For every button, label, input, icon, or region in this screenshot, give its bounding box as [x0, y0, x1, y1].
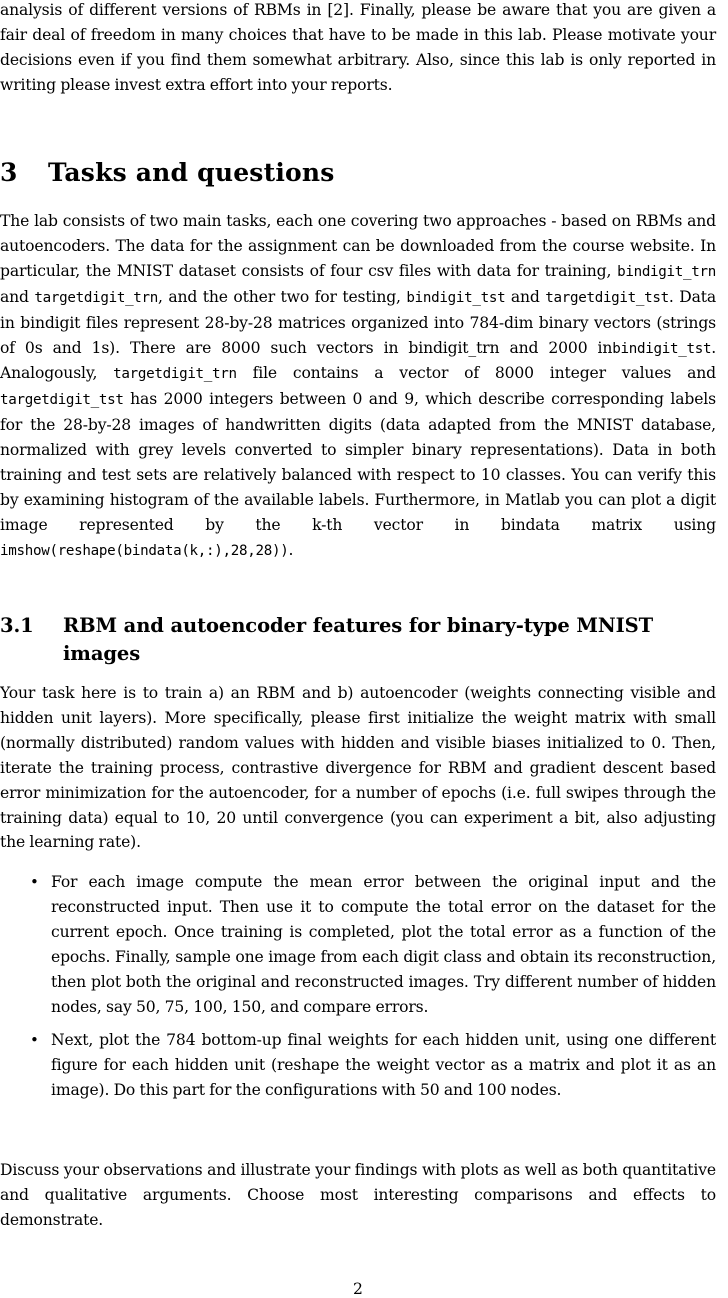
code-term: targetdigit_tst	[545, 289, 669, 306]
code-term: bindigit_tst	[406, 289, 506, 306]
section-title: Tasks and questions	[48, 158, 335, 187]
code-term: bindigit_tst	[612, 340, 712, 357]
paragraph-text: has 2000 integers between 0 and 9, which describe corresponding labels for the 28-by-28 images of handwritten digits (data adapted from the MNIST database, normalized with grey levels converted to simpler binary representations). Data in both training and test sets are relatively balanced with respect to 10 classes. You can verify this by examining histogram of the available labels. Furthermore, in Matlab you can plot a digit image represented by the k-th vector in bindata matrix using	[0, 390, 716, 534]
paragraph-text: .	[288, 540, 294, 559]
list-item	[0, 870, 716, 1019]
page-number: 2	[353, 1280, 363, 1298]
closing-paragraph: Discuss your observations and illustrate your findings with plots as well as both quantitative and qualitative arguments. Choose most interesting comparisons and effects to demonstrate.	[0, 1161, 716, 1229]
bullet-icon: •	[30, 873, 39, 891]
code-term: targetdigit_trn	[34, 289, 159, 306]
section-paragraph	[0, 209, 716, 564]
paragraph-text: . Analogously,	[0, 338, 716, 383]
bullet-list	[0, 870, 716, 1103]
section-number: 3	[0, 158, 18, 187]
code-term: bindigit_trn	[617, 263, 716, 280]
paragraph-text: and	[0, 287, 35, 306]
paragraph-text: file contains a vector of 8000 integer values and	[236, 364, 716, 383]
list-item	[0, 1028, 716, 1103]
paragraph-text: . Data in bindigit files represent 28-by-28 matrices organized into 784-dim binary vectors (strings of 0s and 1s). There are 8000 such vectors in bindigit_trn and 2000 in	[0, 287, 716, 357]
intro-paragraph: analysis of different versions of RBMs in [2]. Finally, please be aware that you are given a fair deal of freedom in many choices that have to be made in this lab. Please motivate your decisions even if you find them somewhat arbitrary. Also, since this lab is only reported in writing please invest extra effort into your reports.	[0, 1, 716, 94]
subsection-title: RBM and autoencoder features for binary-type MNIST images	[63, 614, 654, 665]
paragraph-text: The lab consists of two main tasks, each one covering two approaches - based on RBMs and autoencoders. The data for the assignment can be downloaded from the course website. In particular, the MNIST dataset consists of four csv files with data for training,	[0, 212, 716, 280]
paragraph-text: , and the other two for testing,	[158, 287, 407, 306]
code-term: imshow(reshape(bindata(k,:),28,28))	[0, 542, 289, 559]
bullet-icon: •	[30, 1031, 39, 1050]
code-term: targetdigit_trn	[113, 366, 237, 383]
section-heading	[0, 158, 335, 188]
subsection-heading	[0, 612, 728, 668]
subsection-number: 3.1	[0, 614, 34, 637]
list-item-text: Next, plot the 784 bottom-up final weights for each hidden unit, using one different figure for each hidden unit (reshape the weight vector as a matrix and plot it as an image). Do this part for the configurations with 50 and 100 nodes.	[51, 1031, 716, 1100]
list-item-text: For each image compute the mean error between the original input and the reconstructed input. Then use it to compute the total error on the dataset for the current epoch. Once training is completed, plot the total error as a function of the epochs. Finally, sample one image from each digit class and obtain its reconstruction, then plot both the original and reconstructed images. Try different number of hidden nodes, say 50, 75, 100, 150, and compare errors.	[51, 873, 716, 1016]
paragraph-text: and	[505, 287, 546, 306]
code-term: targetdigit_tst	[0, 392, 124, 409]
subsection-paragraph: Your task here is to train a) an RBM and b) autoencoder (weights connecting visible and hidden unit layers). More specifically, please first initialize the weight matrix with small (normally distributed) random values with hidden and visible biases initialized to 0. Then, iterate the training process, contrastive divergence for RBM and gradient descent based error minimization for the autoencoder, for a number of epochs (i.e. full swipes through the training data) equal to 10, 20 until convergence (you can experiment a bit, also adjusting the learning rate).	[0, 684, 716, 852]
